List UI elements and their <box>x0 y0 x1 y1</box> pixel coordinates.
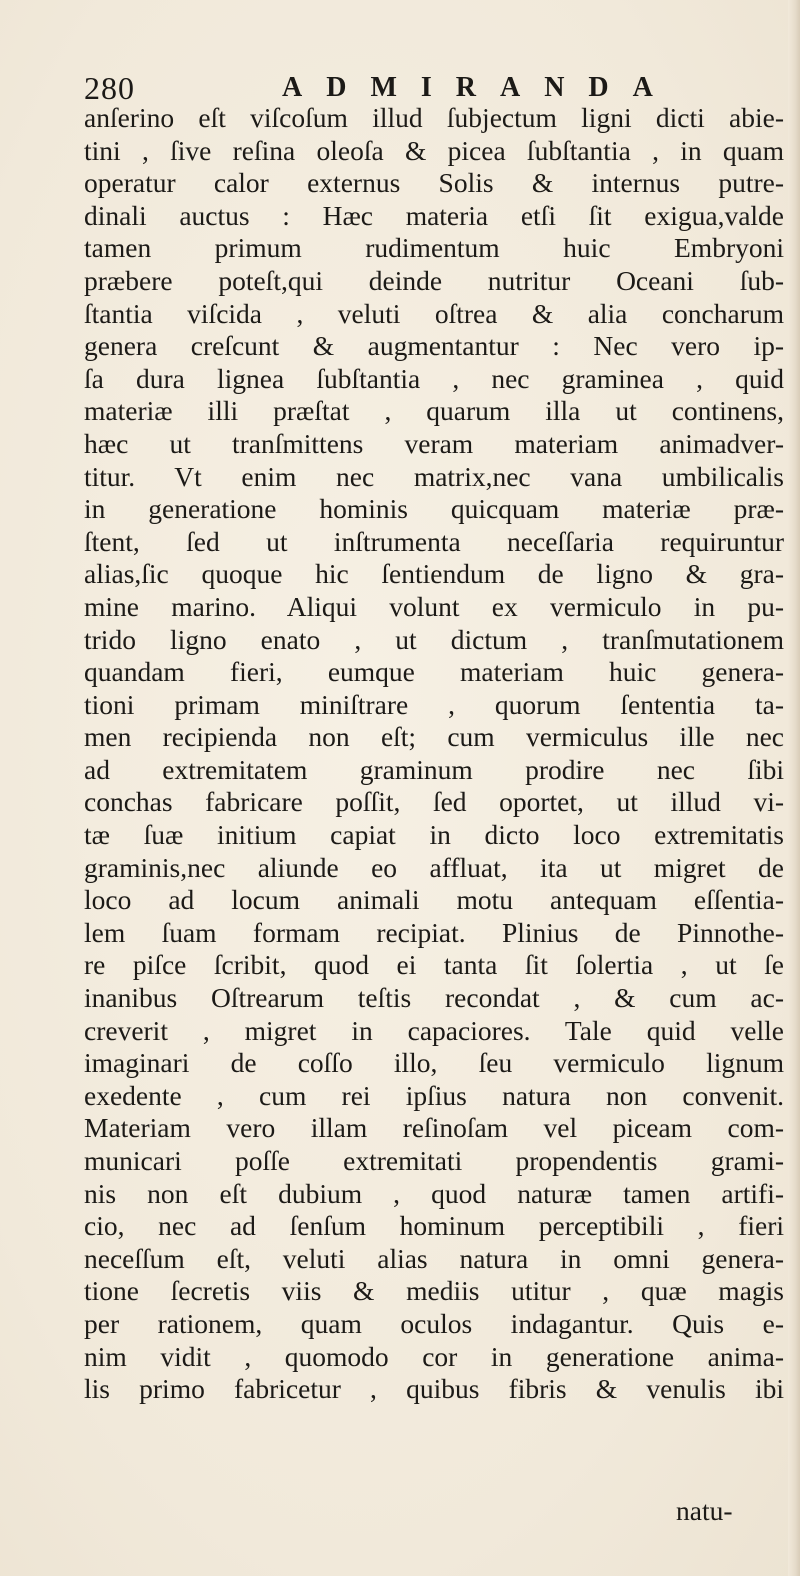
text-line: tione ſecretis viis & mediis utitur , quæ magis <box>84 1275 784 1307</box>
text-line: graminis,nec aliunde eo affluat, ita ut migret de <box>84 851 784 883</box>
text-line: materiæ illi præſtat , quarum illa ut continens, <box>84 395 784 427</box>
text-line: ſtent, ſed ut inſtrumenta neceſſaria requiruntur <box>84 525 784 557</box>
text-line: præbere poteſt,qui deinde nutritur Oceani ſub- <box>84 264 784 296</box>
text-line: ſtantia viſcida , veluti oſtrea & alia concharum <box>84 297 784 329</box>
running-title: ADMIRANDA <box>282 72 677 103</box>
text-line: conchas fabricare poſſit, ſed oportet, ut illud vi- <box>84 786 784 818</box>
catchword: natu- <box>676 1495 733 1526</box>
text-line: imaginari de coſſo illo, ſeu vermiculo lignum <box>84 1047 784 1079</box>
text-line: men recipienda non eſt; cum vermiculus ille nec <box>84 721 784 753</box>
text-line: lis primo fabricetur , quibus fibris & venulis ibi <box>84 1373 784 1405</box>
page-number: 280 <box>84 70 135 106</box>
text-line: hæc ut tranſmittens veram materiam animadver- <box>84 427 784 459</box>
text-line: quandam fieri, eumque materiam huic genera- <box>84 656 784 688</box>
text-line: alias,ſic quoque hic ſentiendum de ligno & gra- <box>84 558 784 590</box>
text-line: loco ad locum animali motu antequam eſſentia- <box>84 884 784 916</box>
text-line: nis non eſt dubium , quod naturæ tamen artifi- <box>84 1177 784 1209</box>
text-line: lem ſuam formam recipiat. Plinius de Pinnothe- <box>84 916 784 948</box>
page-edge-shadow <box>788 0 800 1576</box>
text-line: in generatione hominis quicquam materiæ præ- <box>84 493 784 525</box>
text-line: neceſſum eſt, veluti alias natura in omni genera- <box>84 1242 784 1274</box>
text-line: Materiam vero illam reſinoſam vel piceam com- <box>84 1112 784 1144</box>
text-line: ad extremitatem graminum prodire nec ſibi <box>84 753 784 785</box>
body-text <box>84 102 784 1406</box>
text-line: mine marino. Aliqui volunt ex vermiculo in pu- <box>84 590 784 622</box>
text-line: operatur calor externus Solis & internus putre- <box>84 167 784 199</box>
text-line: cio, nec ad ſenſum hominum perceptibili , fieri <box>84 1210 784 1242</box>
text-line: municari poſſe extremitati propendentis grami- <box>84 1145 784 1176</box>
text-line: dinali auctus : Hæc materia etſi ſit exigua,valde <box>84 199 784 231</box>
text-line: exedente , cum rei ipſius natura non convenit. <box>84 1079 784 1111</box>
text-line: ſa dura lignea ſubſtantia , nec graminea , quid <box>84 362 784 394</box>
text-line: trido ligno enato , ut dictum , tranſmutationem <box>84 623 784 655</box>
text-line: anſerino eſt viſcoſum illud ſubjectum ligni dicti abie- <box>84 102 784 133</box>
text-line: nim vidit , quomodo cor in generatione anima- <box>84 1340 784 1372</box>
text-line: tamen primum rudimentum huic Embryoni <box>84 232 784 264</box>
text-line: genera creſcunt & augmentantur : Nec vero ip- <box>84 330 784 362</box>
text-line: creverit , migret in capaciores. Tale quid velle <box>84 1014 784 1046</box>
text-line: tæ ſuæ initium capiat in dicto loco extremitatis <box>84 819 784 851</box>
text-line: tioni primam miniſtrare , quorum ſententia ta- <box>84 688 784 720</box>
text-line: inanibus Oſtrearum teſtis recondat , & cum ac- <box>84 982 784 1014</box>
text-line: re piſce ſcribit, quod ei tanta ſit ſolertia , ut ſe <box>84 949 784 981</box>
text-line: titur. Vt enim nec matrix,nec vana umbilicalis <box>84 460 784 492</box>
text-line: per rationem, quam oculos indagantur. Quis e- <box>84 1307 784 1339</box>
text-line: tini , ſive reſina oleoſa & picea ſubſtantia , in quam <box>84 134 784 166</box>
